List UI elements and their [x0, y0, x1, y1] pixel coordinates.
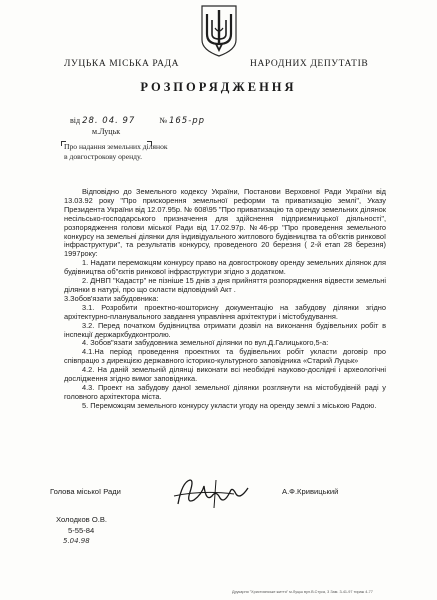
- council-name-right: НАРОДНИХ ДЕПУТАТІВ: [250, 59, 369, 69]
- preamble-paragraph: Відповідно до Земельного кодексу України, Постанови Верховної Ради України від 13.03.92 року "Про прискорення земельної реформи та приватизацію землі", Указу Президента України від 12.07.95р. № 608\95 "Про приватизацію та оренду земельних ділянок несільсько-господарського призначення для здійснення підприємницької діяльності", розпорядження голови міської Ради від 17.02.97р. №46-рр "Про проведення земельного конкурсу на земельні ділянки для індивідуального житлового будівництва та об'єктів ринкової інфраструктури", та результатів конкурсу, проведеного 20 березня ( 2-й етап 28 березня) 1997року:: [64, 187, 386, 259]
- item-5: 5. Переможцям земельного конкурсу укласти угоду на оренду землі з міською Радою.: [82, 400, 377, 410]
- handwritten-signature-icon: [172, 474, 252, 512]
- item-1: 1. Надати переможцям конкурсу право на довгострокову оренду земельних ділянок для будівництва об"єктів ринкової інфраструктури згідно з додатком.: [64, 258, 386, 277]
- document-body: [64, 188, 386, 411]
- printer-footer: Друкарня "Християнське життя" м.Луцьк вул.В.Стуса, 3 Зам. 3-41-97 тираж 4-77: [232, 590, 373, 594]
- subject-line-2: в довгострокову оренду.: [64, 152, 142, 161]
- date-value: 28. 04. 97: [82, 116, 136, 126]
- executor-note: 5.04.98: [63, 537, 90, 545]
- executor-phone: 5-55-84: [68, 526, 95, 535]
- subject-block: [64, 142, 168, 162]
- item-2: 2. ДНВП "Кадастр" не пізніше 15 днів з дня прийняття розпорядження відвести земельні ділянки в натурі, про що скласти відповідний Акт .: [64, 276, 386, 294]
- item-4-3: 4.3. Проект на забудову даної земельної ділянки розглянути на містобудівній раді у головного архітектора міста.: [64, 382, 386, 401]
- item-3-2: 3.2. Перед початком будівництва отримати дозвіл на виконання будівельних робіт в інспекції держархбудконтролю.: [64, 320, 386, 339]
- subject-line-1: Про надання земельних ділянок: [64, 142, 168, 151]
- item-3-1: 3.1. Розробити проектно-кошторисну документацію на забудову ділянки згідно архітектурно-планувального завдання управління архітектури і містобудування.: [64, 302, 386, 321]
- item-3: 3.Зобов'язати забудовника:: [64, 293, 159, 303]
- trident-emblem-icon: [200, 4, 238, 58]
- item-4-2: 4.2. На даній земельній ділянці виконати всі необхідні науково-дослідні і археологічні дослідження згідно вимог заповідника.: [64, 365, 386, 384]
- date-line: [70, 116, 205, 126]
- city-name: м.Луцьк: [92, 127, 121, 136]
- number-value: 165-рр: [168, 116, 206, 126]
- document-title: РОЗПОРЯДЖЕННЯ: [140, 80, 297, 94]
- council-name-left: ЛУЦЬКА МІСЬКА РАДА: [64, 59, 180, 69]
- signatory-name: А.Ф.Кривицький: [282, 487, 339, 496]
- item-4-1: 4.1.На період проведення проектних та будівельних робіт укласти договір про співпрацю з дирекцією державного історико-культурного заповідника «Старий Луцьк»: [64, 347, 386, 366]
- item-4: 4. Зобов"язати забудовника земельної ділянки по вул.Д.Галицького,5-а:: [82, 338, 329, 348]
- number-label: №: [159, 116, 167, 125]
- date-prefix: від: [70, 116, 81, 125]
- executor-name: Холодков О.В.: [56, 515, 108, 524]
- signatory-title: Голова міської Ради: [50, 487, 121, 496]
